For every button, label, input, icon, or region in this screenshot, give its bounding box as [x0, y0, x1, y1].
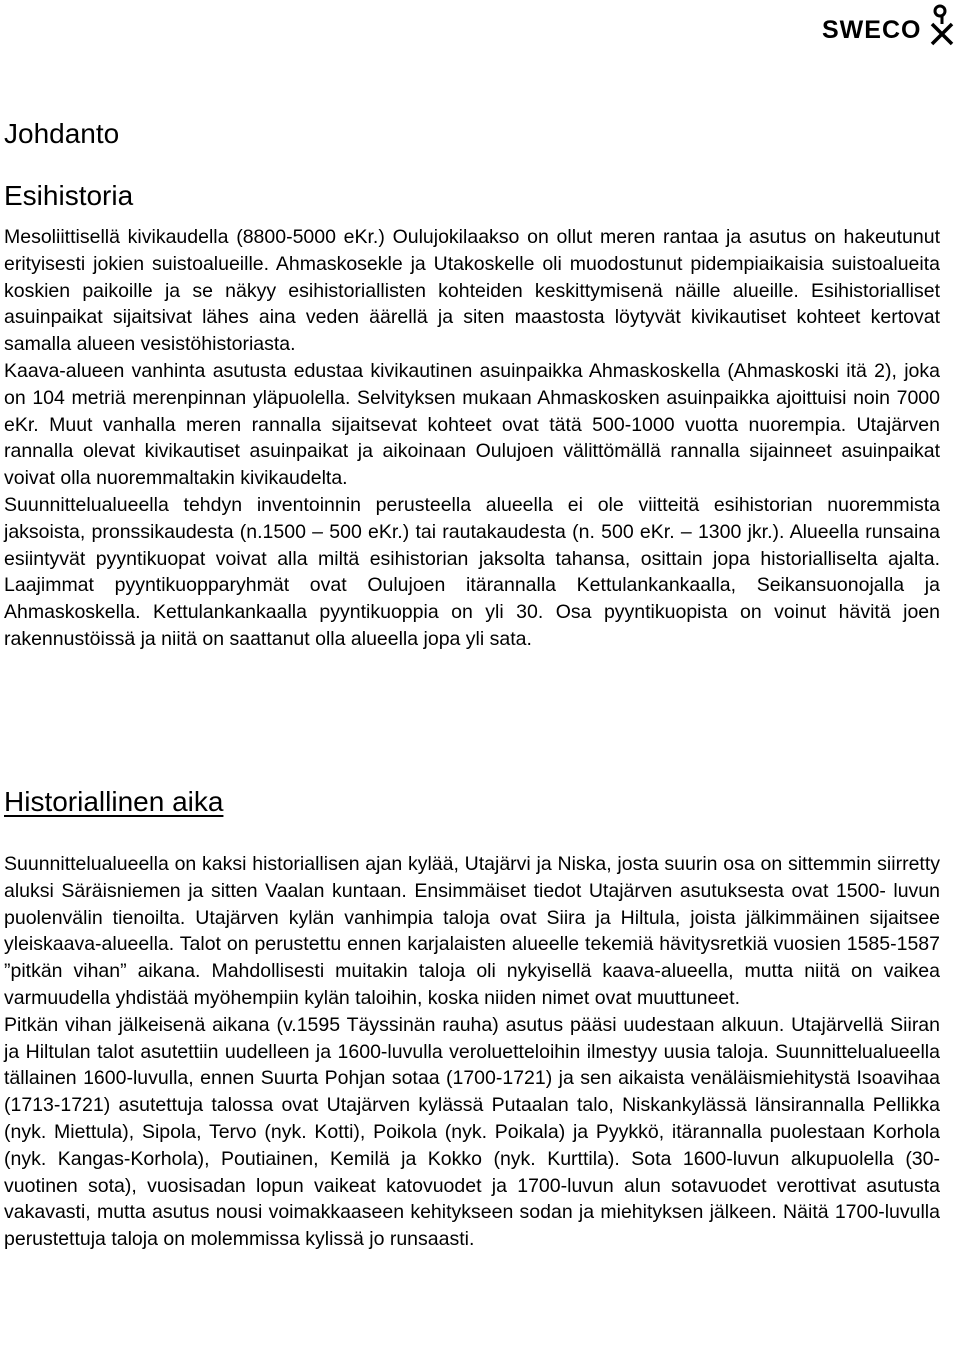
paragraph: Suunnittelualueella on kaksi historiallisen ajan kylää, Utajärvi ja Niska, josta suurin osa on sittemmin siirretty aluksi Säräisniemen ja sitten Vaalan kuntaan. Ensimmäiset tiedot Utajärven asutuksesta ovat 1500- luvun puolenvälin tienoilta. Utajärven kylän vanhimpia taloja ovat Siira ja Hiltula, joista jälkimmäinen sijaitsee yleiskaava-alueella. Talot on perustettu ennen karjalaisten alueelle tekemiä hävitysretkiä vuosien 1585-1587 ”pitkän vihan” aikana. Mahdollisesti muitakin taloja oli nykyisellä kaava-alueella, mutta niitä on vaikea varmuudella yhdistää myöhempiin kylän taloihin, koska niiden nimet ovat muuttuneet.	[4, 853, 940, 1009]
paragraph: Mesoliittisellä kivikaudella (8800-5000 eKr.) Oulujokilaakso on ollut meren rantaa ja asutus on hakeutunut erityisesti jokien suistoalueille. Ahmaskosekle ja Utakoskelle oli muodostunut pidempiaikaisia suistoalueita koskien paikoille ja se näkyy esihistoriallisten kohteiden keskittymisenä näille alueille. Esihistorialliset asuinpaikat sijaitsivat lähes aina veden äärellä ja siten maastosta löytyvät kivikautiset kohteet kertovat samalla alueen vesistöhistoriasta.	[4, 226, 940, 356]
section-historiallinen-aika-text	[4, 851, 940, 1253]
section-heading-esihistoria: Esihistoria	[4, 180, 134, 211]
paragraph: Pitkän vihan jälkeisenä aikana (v.1595 Täyssinän rauha) asutus pääsi uudestaan alkuun. Utajärvellä Siiran ja Hiltulan talot asutettiin uudelleen ja 1600-luvulla veroluetteloihin ilmestyy uusia taloja. Suunnittelualueella tällainen 1600-luvulla, ennen Suurta Pohjan sotaa (1700-1721) ja sen aikaista venäläismiehitystä Isoavihaa (1713-1721) asutettuja talossa ovat Utajärven kylässä Putaalan talo, Niskankylässä länsirannalla Pellikka (nyk. Miettula), Sipola, Tervo (nyk. Kotti), Poikola (nyk. Poikala) ja Pyykkö, itärannalla puolestaan Korhola (nyk. Kangas-Korhola), Poutiainen, Kemilä ja Kokko (nyk. Kurttila). Sota 1600-luvun alkupuolella (30-vuotinen sota), vuosisadan lopun vaikeat katovuodet ja 1700-luvun alun sotavuodet verottivat asutusta vakavasti, mutta asutus nousi voimakkaaseen kehitykseen sodan ja miehityksen jälkeen. Näitä 1700-luvulla perustettuja taloja on molemmissa kylissä jo runsaasti.	[4, 1013, 940, 1251]
paragraph: Kaava-alueen vanhinta asutusta edustaa kivikautinen asuinpaikka Ahmaskoskella (Ahmaskoski itä 2), joka on 104 metriä merenpinnan yläpuolella. Selvityksen mukaan Ahmaskosken asuinpaikka ajoittuisi noin 7000 eKr. Muut vanhalla meren rannalla sijaitsevat kohteet ovat tätä 500-1000 vuotta nuorempia. Utajärven rannalla olevat kivikautiset asuinpaikat ja aikoinaan Oulujoen välittömällä rannalla sijainneet asuinpaikat voivat olla nuoremmaltakin kivikaudelta.	[4, 359, 940, 490]
section-heading-historiallinen-aika: Historiallinen aika	[4, 786, 224, 817]
document-title: Johdanto	[4, 118, 120, 149]
logo-text: SWECO	[822, 16, 922, 44]
sweco-mark-icon	[924, 2, 960, 46]
section-esihistoria-text	[4, 224, 940, 653]
paragraph: Suunnittelualueella tehdyn inventoinnin perusteella alueella ei ole viitteitä esihistorian nuoremmista jaksoista, pronssikaudesta (n.1500 – 500 eKr.) tai rautakaudesta (n. 500 eKr. – 1300 jkr.). Alueella runsaina esiintyvät pyyntikuopat voivat alla miltä esihistorian jaksolta tahansa, osittain jopa historialliselta ajalta. Laajimmat pyyntikuopparyhmät ovat Oulujoen itärannalla Kettulankankaalla, Seikansuonojalla ja Ahmaskoskella. Kettulankankaalla pyyntikuoppia on yli 30. Osa pyyntikuopista on voinut hävitä joen rakennustöissä ja niitä on saattanut olla alueella jopa yli sata.	[4, 493, 940, 650]
